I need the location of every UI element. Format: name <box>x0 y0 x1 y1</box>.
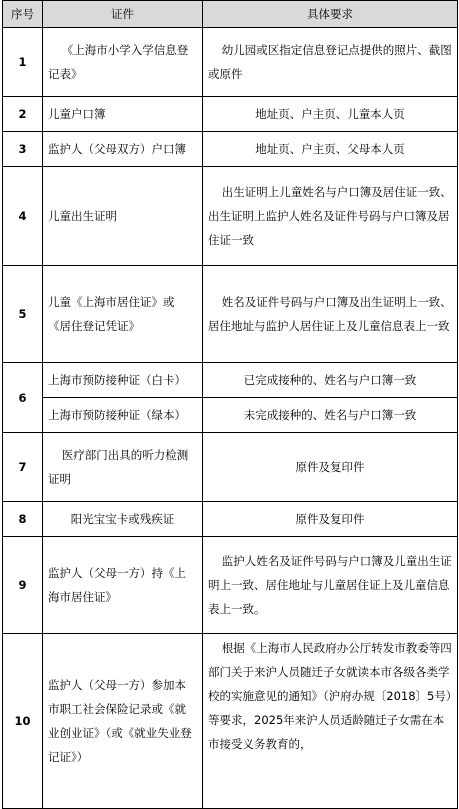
document-cell: 阳光宝宝卡或残疾证 <box>43 502 203 537</box>
document-cell: 儿童户口簿 <box>43 97 203 132</box>
requirement-cell: 地址页、户主页、儿童本人页 <box>203 97 458 132</box>
requirement-cell: 原件及复印件 <box>203 433 458 502</box>
table-row <box>3 398 458 433</box>
table-row <box>3 363 458 398</box>
document-cell: 上海市预防接种证（绿本） <box>43 398 203 433</box>
header-row <box>3 1 458 28</box>
table-row <box>3 132 458 167</box>
document-cell: 儿童出生证明 <box>43 167 203 266</box>
requirement-cell: 监护人姓名及证件号码与户口簿及儿童出生证明上一致、居住地址与儿童居住证上及儿童信息表上一致。 <box>203 537 458 634</box>
row-number: 6 <box>3 363 43 433</box>
requirement-cell: 原件及复印件 <box>203 502 458 537</box>
table-row <box>3 28 458 97</box>
header-req: 具体要求 <box>203 1 458 28</box>
header-doc: 证件 <box>43 1 203 28</box>
row-number: 7 <box>3 433 43 502</box>
row-number: 2 <box>3 97 43 132</box>
table-row <box>3 537 458 634</box>
requirement-cell: 地址页、户主页、父母本人页 <box>203 132 458 167</box>
requirement-cell: 根据《上海市人民政府办公厅转发市教委等四部门关于来沪人员随迁子女就读本市各级各类学校的实施意见的通知》（沪府办规〔2018〕5号）等要求，2025年来沪人员适龄随迁子女需在本市接受义务教育的， <box>203 634 458 809</box>
table-row <box>3 433 458 502</box>
row-number: 3 <box>3 132 43 167</box>
table-row <box>3 502 458 537</box>
row-number: 10 <box>3 634 43 809</box>
document-cell: 上海市预防接种证（白卡） <box>43 363 203 398</box>
requirement-cell: 出生证明上儿童姓名与户口簿及居住证一致、出生证明上监护人姓名及证件号码与户口簿及居住证一致 <box>203 167 458 266</box>
row-number: 9 <box>3 537 43 634</box>
document-cell: 监护人（父母双方）户口簿 <box>43 132 203 167</box>
row-number: 8 <box>3 502 43 537</box>
table-row <box>3 634 458 809</box>
document-cell: 监护人（父母一方）参加本市职工社会保险记录或《就业创业证》（或《就业失业登记证》） <box>43 634 203 809</box>
document-cell: 儿童《上海市居住证》或《居住登记凭证》 <box>43 266 203 363</box>
table-row <box>3 266 458 363</box>
table-row <box>3 167 458 266</box>
document-cell: 监护人（父母一方）持《上海市居住证》 <box>43 537 203 634</box>
requirement-cell: 未完成接种的、姓名与户口簿一致 <box>203 398 458 433</box>
document-cell: 《上海市小学入学信息登记表》 <box>43 28 203 97</box>
requirement-cell: 姓名及证件号码与户口簿及出生证明上一致、居住地址与监护人居住证上及儿童信息表上一致 <box>203 266 458 363</box>
document-cell: 医疗部门出具的听力检测证明 <box>43 433 203 502</box>
row-number: 5 <box>3 266 43 363</box>
row-number: 1 <box>3 28 43 97</box>
row-number: 4 <box>3 167 43 266</box>
requirements-table <box>2 0 458 809</box>
header-seq: 序号 <box>3 1 43 28</box>
requirement-cell: 幼儿园或区指定信息登记点提供的照片、截图或原件 <box>203 28 458 97</box>
requirement-cell: 已完成接种的、姓名与户口簿一致 <box>203 363 458 398</box>
table-row <box>3 97 458 132</box>
